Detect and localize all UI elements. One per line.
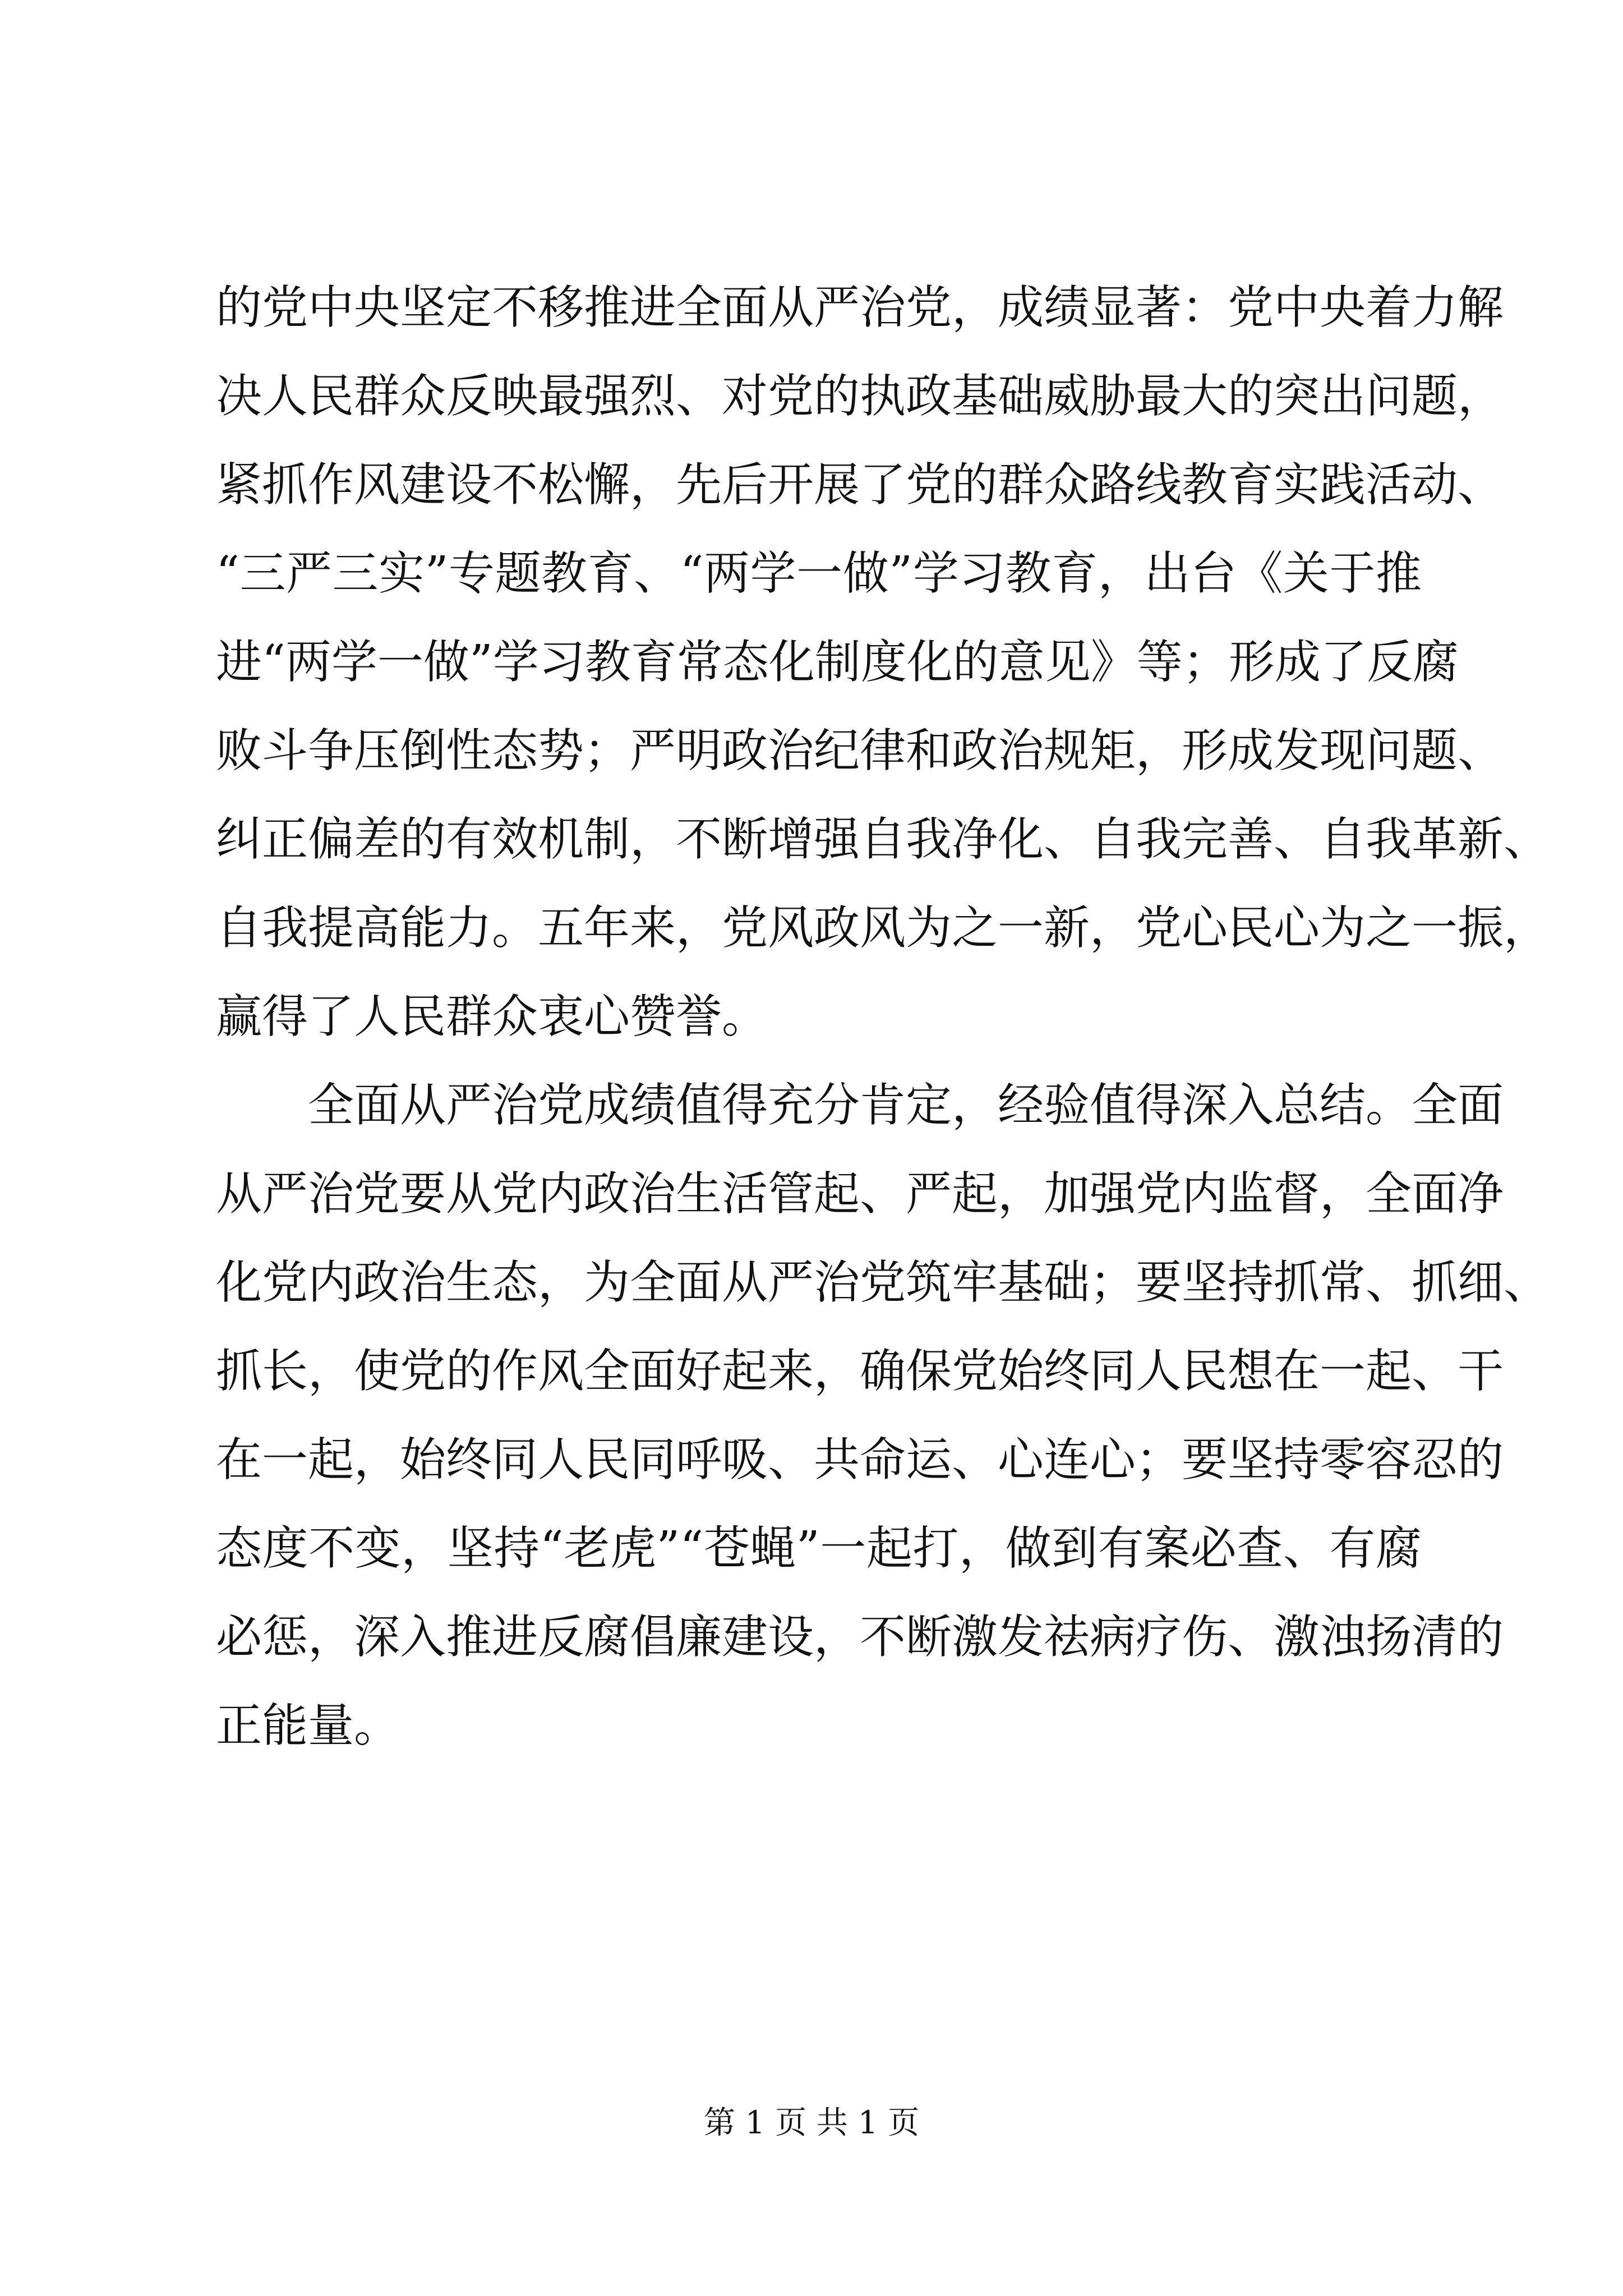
document-body: [216, 264, 1550, 1770]
text-line: 从严治党要从党内政治生活管起、严起，加强党内监督，全面净: [216, 1167, 1504, 1221]
text-line: 进“两学一做”学习教育常态化制度化的意见》等；形成了反腐: [216, 636, 1459, 689]
text-line: 全面从严治党成绩值得充分肯定，经验值得深入总结。全面: [308, 1079, 1504, 1132]
text-line: 决人民群众反映最强烈、对党的执政基础威胁最大的突出问题，: [216, 370, 1504, 423]
paragraph-1: [216, 264, 1550, 1061]
text-line: 态度不变，坚持“老虎”“苍蝇”一起打，做到有案必查、有腐: [216, 1522, 1422, 1575]
text-line: 的党中央坚定不移推进全面从严治党，成绩显著：党中央着力解: [216, 281, 1504, 334]
text-line: 赢得了人民群众衷心赞誉。: [216, 990, 768, 1043]
text-line: 化党内政治生态，为全面从严治党筑牢基础；要坚持抓常、抓细、: [216, 1256, 1550, 1309]
text-line: 纠正偏差的有效机制，不断增强自我净化、自我完善、自我革新、: [216, 813, 1550, 866]
text-line: 败斗争压倒性态势；严明政治纪律和政治规矩，形成发现问题、: [216, 724, 1504, 777]
text-line: 抓长，使党的作风全面好起来，确保党始终同人民想在一起、干: [216, 1345, 1504, 1398]
text-line: “三严三实”专题教育、“两学一做”学习教育，出台《关于推: [216, 547, 1422, 600]
text-line: 自我提高能力。五年来，党风政风为之一新，党心民心为之一振，: [216, 901, 1550, 955]
paragraph-2: [216, 1061, 1550, 1770]
text-line: 在一起，始终同人民同呼吸、共命运、心连心；要坚持零容忍的: [216, 1433, 1504, 1487]
page-footer: 第 1 页 共 1 页: [703, 2105, 920, 2141]
text-line: 必惩，深入推进反腐倡廉建设，不断激发祛病疗伤、激浊扬清的: [216, 1611, 1504, 1664]
text-line: 紧抓作风建设不松懈，先后开展了党的群众路线教育实践活动、: [216, 458, 1504, 512]
text-line: 正能量。: [216, 1699, 400, 1752]
